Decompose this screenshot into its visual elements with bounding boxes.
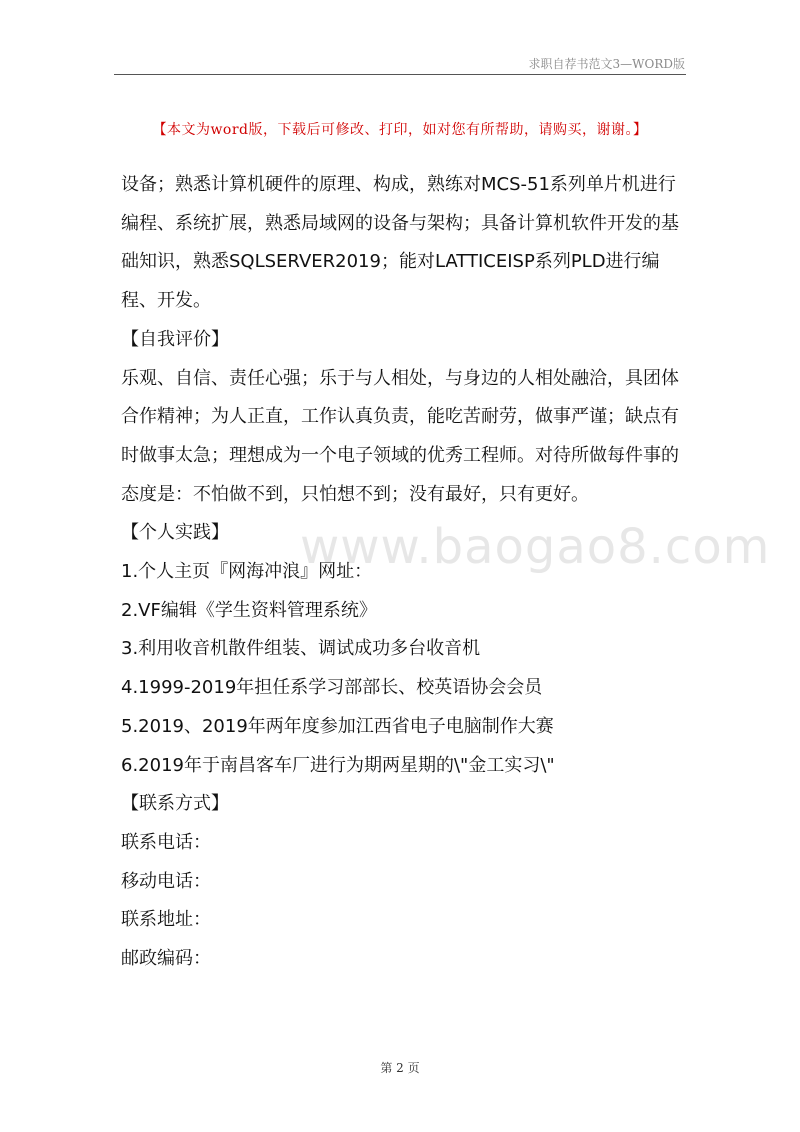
header-divider [114,74,686,75]
contact-mobile-label: 移动电话： [121,870,211,892]
contact-heading: 【联系方式】 [121,793,229,815]
practice-item: 1.个人主页『网海冲浪』网址： [121,561,373,583]
purchase-notice: 【本文为word版，下载后可修改、打印，如对您有所帮助，请购买，谢谢。】 [152,122,648,138]
practice-item: 5.2019、2019年两年度参加江西省电子电脑制作大赛 [121,715,554,737]
practice-heading: 【个人实践】 [121,522,229,544]
contact-postcode-label: 邮政编码： [121,948,211,970]
practice-item: 3.利用收音机散件组装、调试成功多台收音机 [121,638,481,660]
practice-item: 4.1999-2019年担任系学习部部长、校英语协会会员 [121,677,543,699]
contact-phone-label: 联系电话： [121,831,211,853]
practice-item: 6.2019年于南昌客车厂进行为期两星期的\"金工实习\" [121,754,555,776]
practice-item: 2.VF编辑《学生资料管理系统》 [121,599,377,621]
self-eval-heading: 【自我评价】 [121,328,229,350]
header-doc-label: 求职自荐书范文3—WORD版 [528,57,685,71]
contact-address-label: 联系地址： [121,909,211,931]
skills-paragraph: 设备；熟悉计算机硬件的原理、构成，熟练对MCS-51系列单片机进行编程、系统扩展，熟悉局域网的设备与架构；具备计算机软件开发的基础知识，熟悉SQLSERVER2019；能对LATTICEISP系列PLD进行编程、开发。 [121,174,679,312]
document-body [121,166,687,979]
self-eval-text: 乐观、自信、责任心强；乐于与人相处，与身边的人相处融洽，具团体合作精神；为人正直，工作认真负责，能吃苦耐劳，做事严谨；缺点有时做事太急；理想成为一个电子领域的优秀工程师。对待所做每件事的态度是：不怕做不到，只怕想不到；没有最好，只有更好。 [121,367,679,505]
watermark-text: www.baogao8.com [300,519,771,575]
page-number: 第 2 页 [380,1061,420,1075]
